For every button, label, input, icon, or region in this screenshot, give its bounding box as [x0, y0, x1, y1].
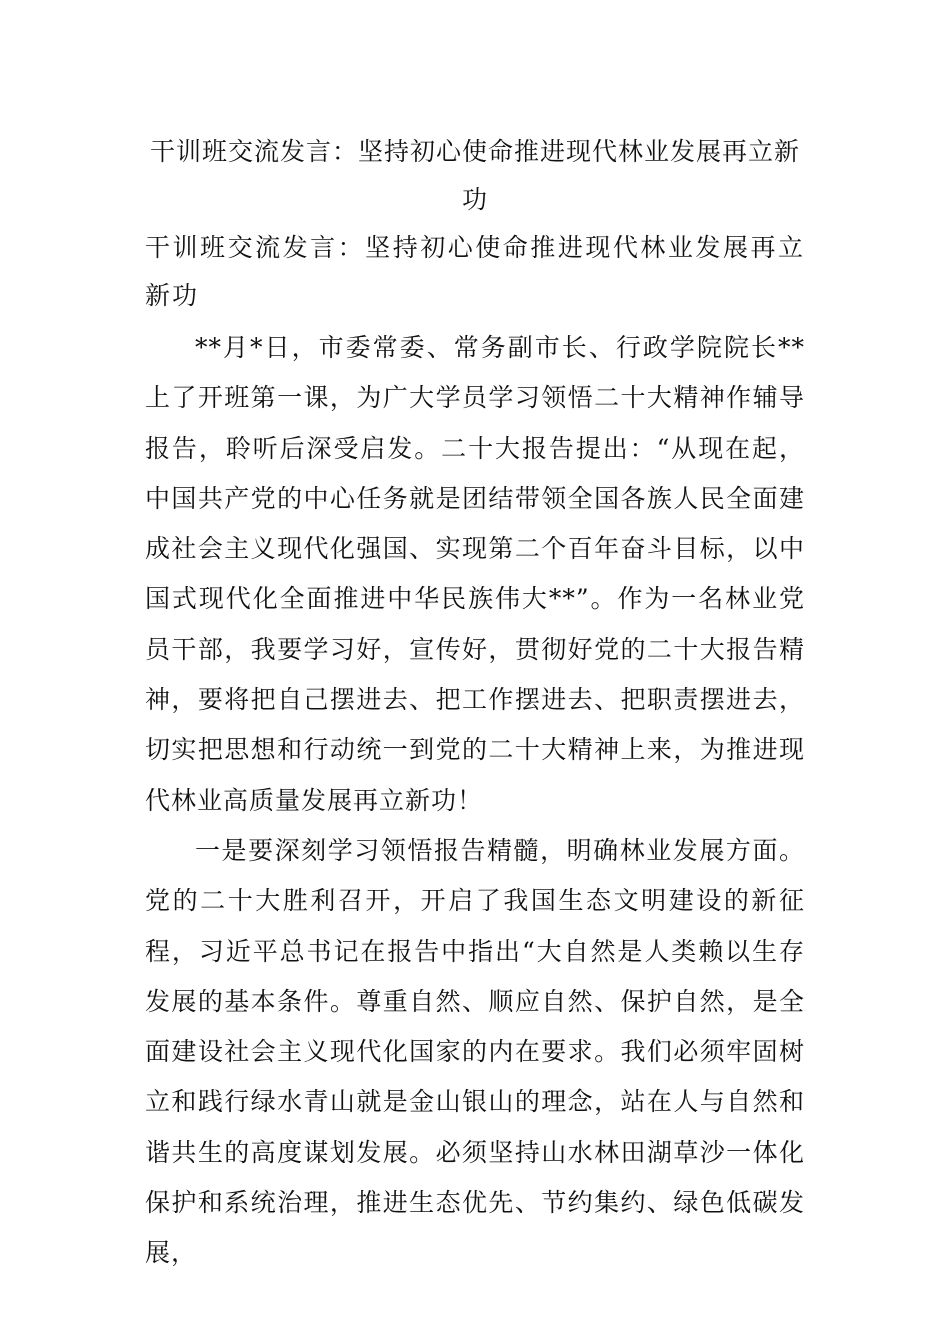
document-title-repeat: 干训班交流发言：坚持初心使命推进现代林业发展再立新功 [145, 233, 805, 310]
paragraph-intro: **月*日，市委常委、常务副市长、行政学院院长**上了开班第一课，为广大学员学习领悟二十大精神作辅导报告，聆听后深受启发。二十大报告提出：“从现在起，中国共产党的中心任务就是团结带领全国各族人民全面建成社会主义现代化强国、实现第二个百年奋斗目标，以中国式现代化全面推进中华民族伟大**”。作为一名林业党员干部，我要学习好，宣传好，贯彻好党的二十大报告精神，要将把自己摆进去、把工作摆进去、把职责摆进去，切实把思想和行动统一到党的二十大精神上来，为推进现代林业高质量发展再立新功！ [145, 333, 805, 815]
paragraph-point-one: 一是要深刻学习领悟报告精髓，明确林业发展方面。党的二十大胜利召开，开启了我国生态文明建设的新征程，习近平总书记在报告中指出“大自然是人类赖以生存发展的基本条件。尊重自然、顺应自然、保护自然，是全面建设社会主义现代化国家的内在要求。我们必须牢固树立和践行绿水青山就是金山银山的理念，站在人与自然和谐共生的高度谋划发展。必须坚持山水林田湖草沙一体化保护和系统治理，推进生态优先、节约集约、绿色低碳发展， [145, 835, 805, 1268]
document-page [145, 128, 805, 1279]
document-title: 干训班交流发言：坚持初心使命推进现代林业发展再立新功 [149, 137, 800, 214]
